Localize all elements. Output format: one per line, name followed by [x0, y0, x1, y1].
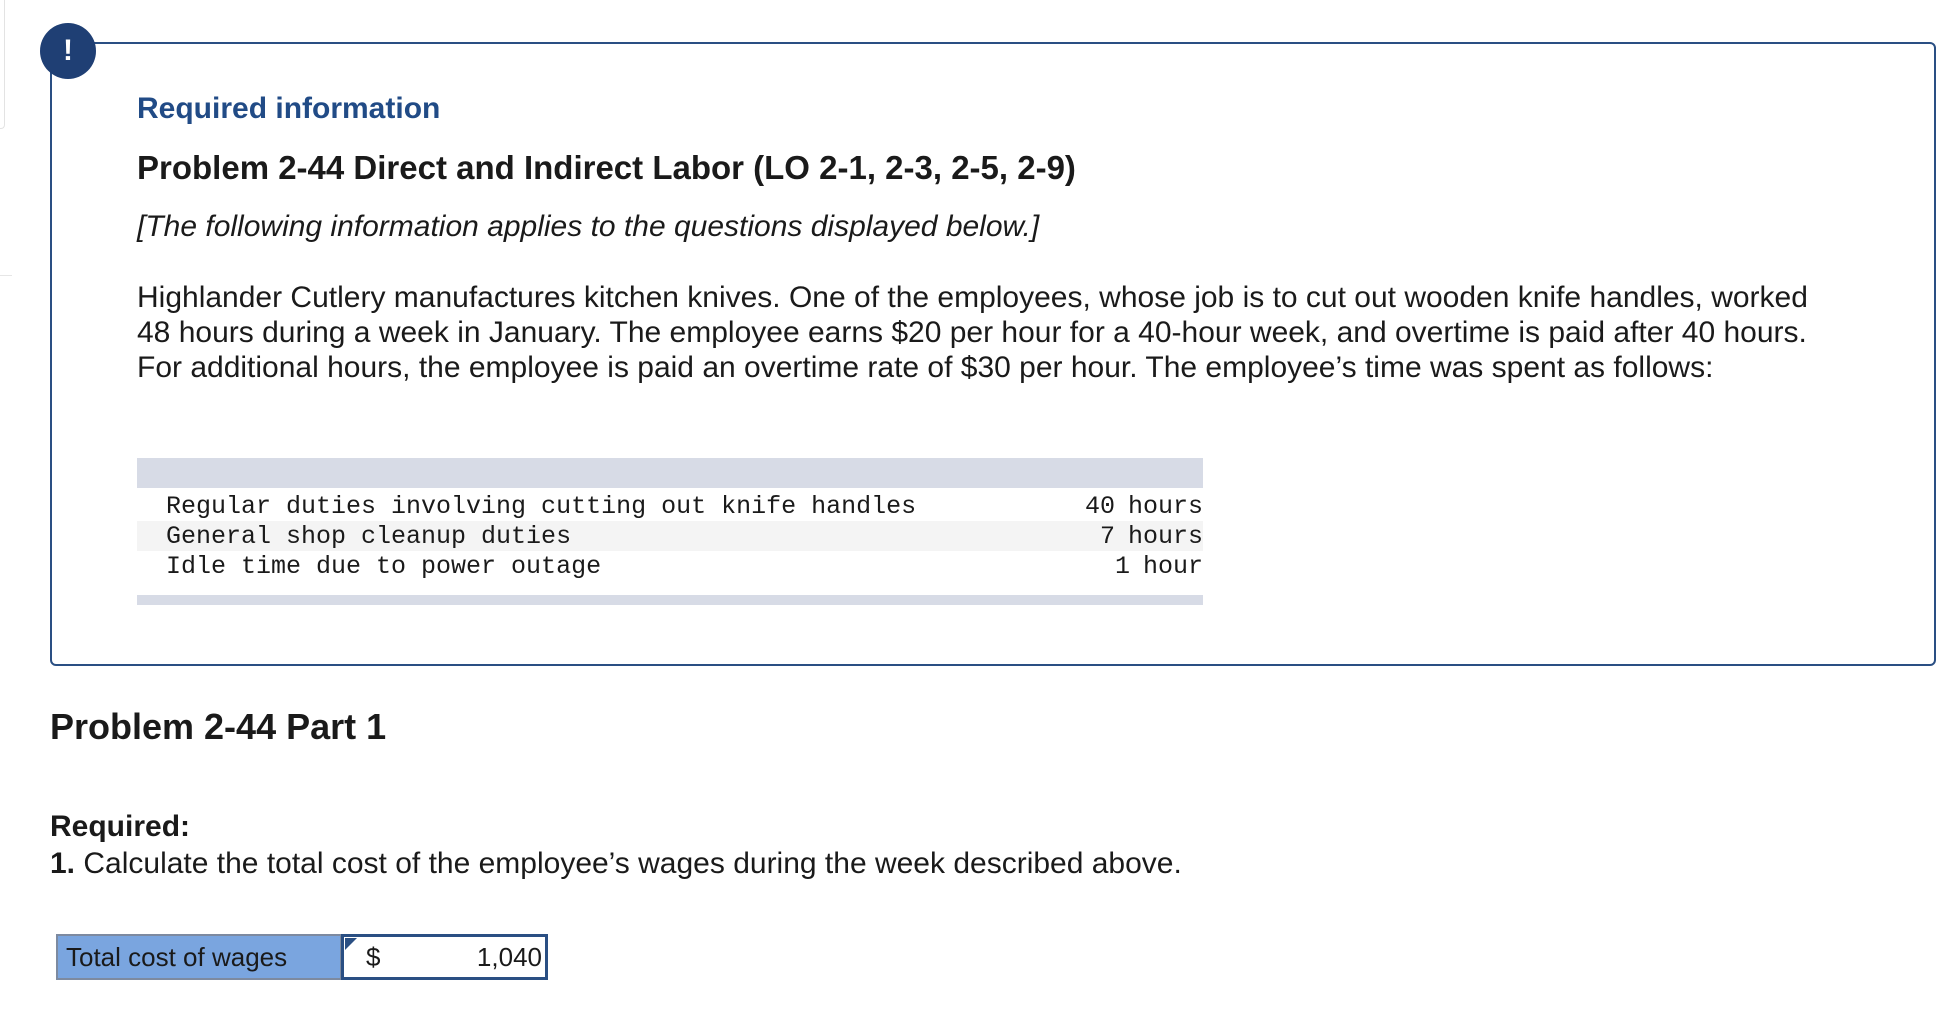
required-label: Required: [50, 810, 191, 843]
left-edge-line [0, 275, 12, 276]
row-unit: hours [1127, 491, 1203, 521]
required-item-text: Calculate the total cost of the employee’s wages during the week described above. [83, 847, 1182, 880]
required-item-number: 1. [50, 847, 76, 880]
table-row [137, 491, 1203, 521]
applies-note: [The following information applies to the questions displayed below.] [137, 210, 1040, 243]
table-footer-band [137, 595, 1203, 605]
cell-corner-flag-icon [345, 938, 357, 950]
row-unit: hours [1127, 521, 1203, 551]
row-hours: 40 [1084, 491, 1115, 521]
required-information-heading: Required information [137, 92, 441, 125]
required-item [50, 847, 1182, 881]
exclamation-icon: ! [40, 23, 96, 79]
row-hours: 1 [1114, 551, 1130, 581]
time-allocation-table [137, 458, 1203, 605]
total-cost-input[interactable] [341, 934, 548, 980]
row-description: Regular duties involving cutting out knife handles [166, 491, 917, 521]
table-row [137, 521, 1203, 551]
scenario-paragraph: Highlander Cutlery manufactures kitchen knives. One of the employees, whose job is to cut out wooden knife handles, worked 48 hours during a week in January. The employee earns $20 per hour for a 40-hour week, and overtime is paid after 40 hours. For additional hours, the employee is paid an overtime rate of $30 per hour. The employee’s time was spent as follows: [137, 281, 1808, 384]
total-cost-value[interactable]: 1,040 [476, 941, 542, 972]
left-edge-divider [0, 0, 5, 129]
problem-title: Problem 2-44 Direct and Indirect Labor (LO 2-1, 2-3, 2-5, 2-9) [137, 149, 1076, 186]
answer-label: Total cost of wages [56, 934, 341, 980]
part-title: Problem 2-44 Part 1 [50, 706, 387, 747]
currency-symbol: $ [366, 941, 381, 972]
row-unit: hour [1142, 551, 1203, 581]
answer-row [56, 934, 548, 980]
row-description: General shop cleanup duties [166, 521, 572, 551]
row-hours: 7 [1099, 521, 1115, 551]
table-row [137, 551, 1203, 581]
row-description: Idle time due to power outage [166, 551, 602, 581]
table-header-band [137, 458, 1203, 488]
